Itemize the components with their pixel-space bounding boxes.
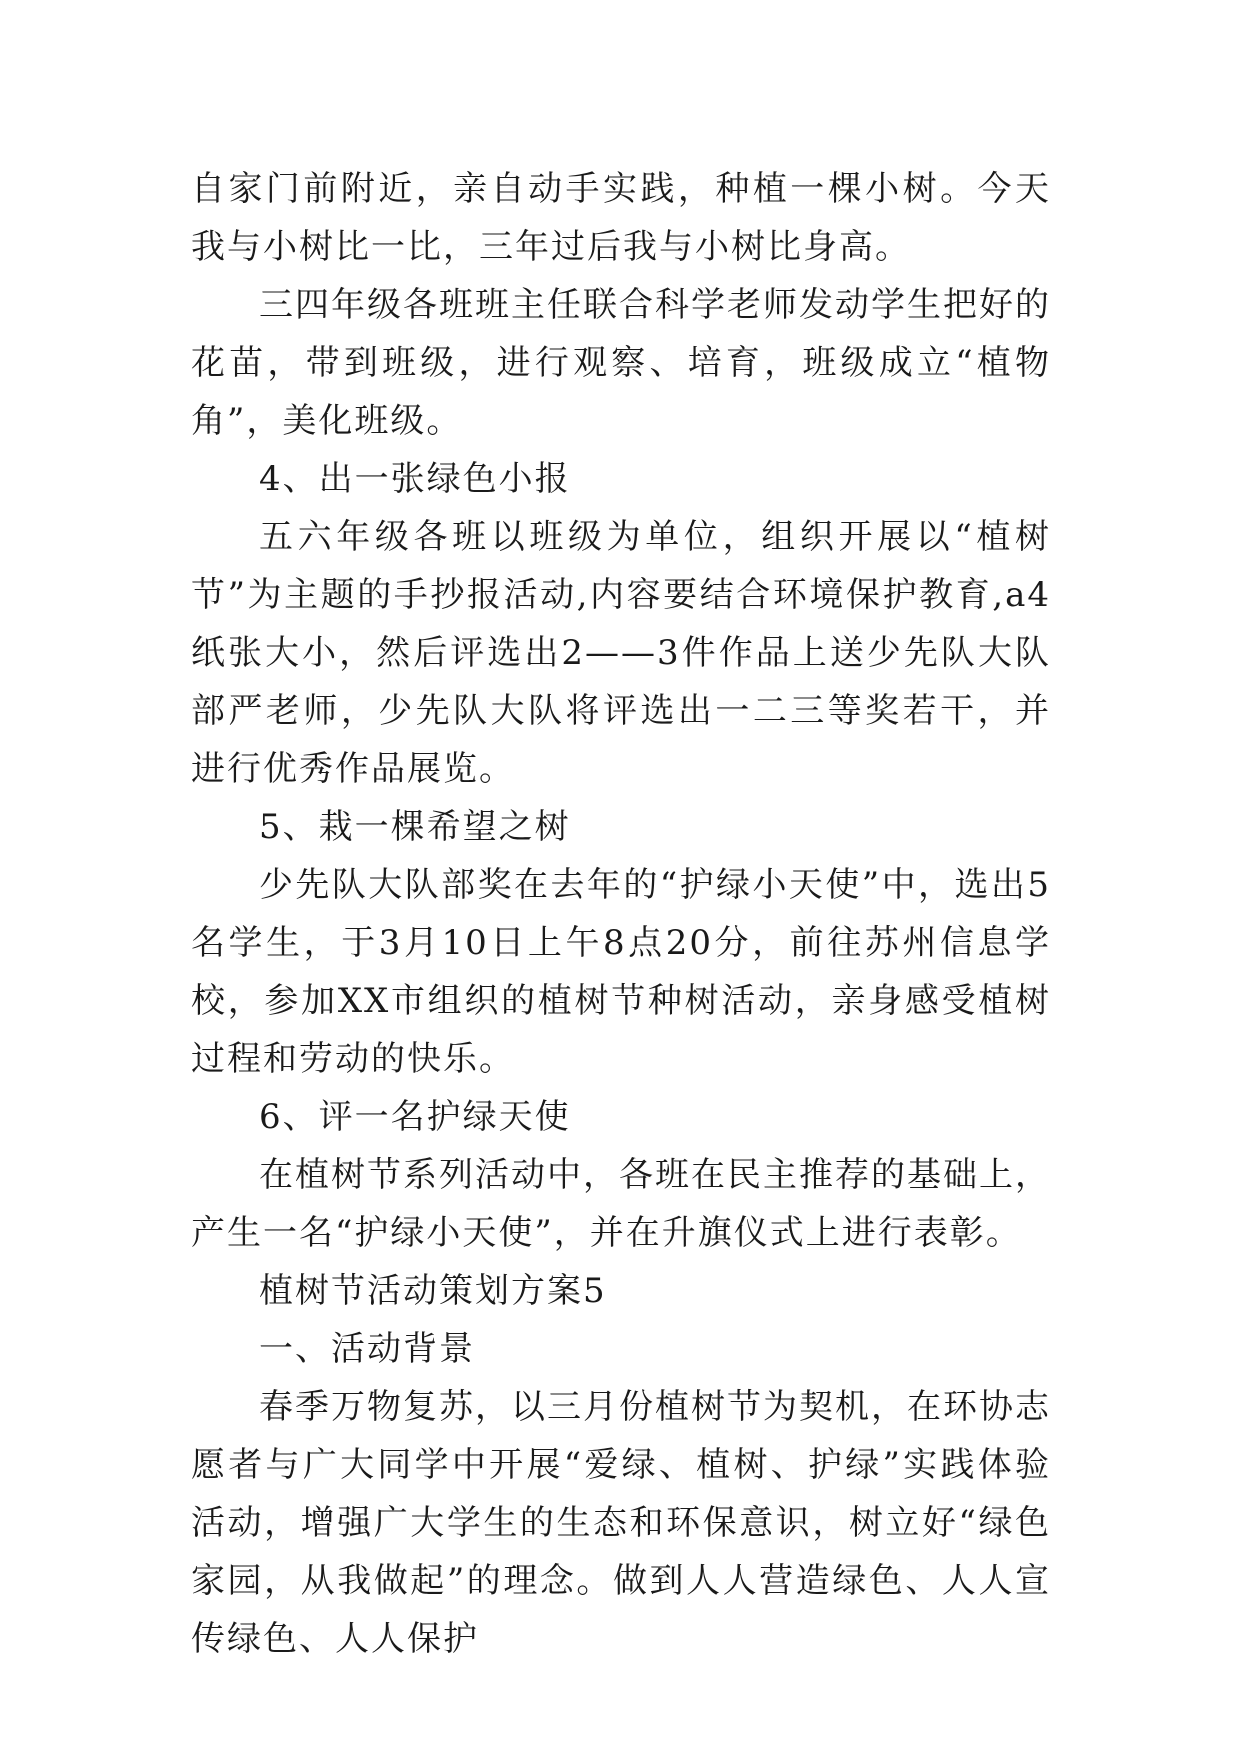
paragraph: 自家门前附近，亲自动手实践，种植一棵小树。今天我与小树比一比，三年过后我与小树比身高。: [191, 169, 1051, 267]
paragraph: 春季万物复苏，以三月份植树节为契机，在环协志愿者与广大同学中开展“爱绿、植树、护绿”实践体验活动，增强广大学生的生态和环保意识，树立好“绿色家园，从我做起”的理念。做到人人营造绿色、人人宣传绿色、人人保护: [191, 1387, 1051, 1659]
paragraph: 五六年级各班以班级为单位，组织开展以“植树节”为主题的手抄报活动,内容要结合环境保护教育,a4纸张大小，然后评选出2——3件作品上送少先队大队部严老师，少先队大队将评选出一二三等奖若干，并进行优秀作品展览。: [191, 517, 1051, 789]
section-heading: 一、活动背景: [259, 1329, 475, 1369]
section-heading: 4、出一张绿色小报: [259, 459, 571, 499]
paragraph: 三四年级各班班主任联合科学老师发动学生把好的花苗，带到班级，进行观察、培育，班级成立“植物角”，美化班级。: [191, 285, 1051, 441]
section-heading: 5、栽一棵希望之树: [259, 807, 571, 847]
paragraph: 在植树节系列活动中，各班在民主推荐的基础上，产生一名“护绿小天使”，并在升旗仪式上进行表彰。: [191, 1155, 1051, 1253]
document-body: [191, 160, 1051, 1668]
plan-title: 植树节活动策划方案5: [259, 1271, 607, 1311]
paragraph: 少先队大队部奖在去年的“护绿小天使”中，选出5名学生，于3月10日上午8点20分，前往苏州信息学校，参加XX市组织的植树节种树活动，亲身感受植树过程和劳动的快乐。: [191, 865, 1051, 1079]
section-heading: 6、评一名护绿天使: [259, 1097, 571, 1137]
